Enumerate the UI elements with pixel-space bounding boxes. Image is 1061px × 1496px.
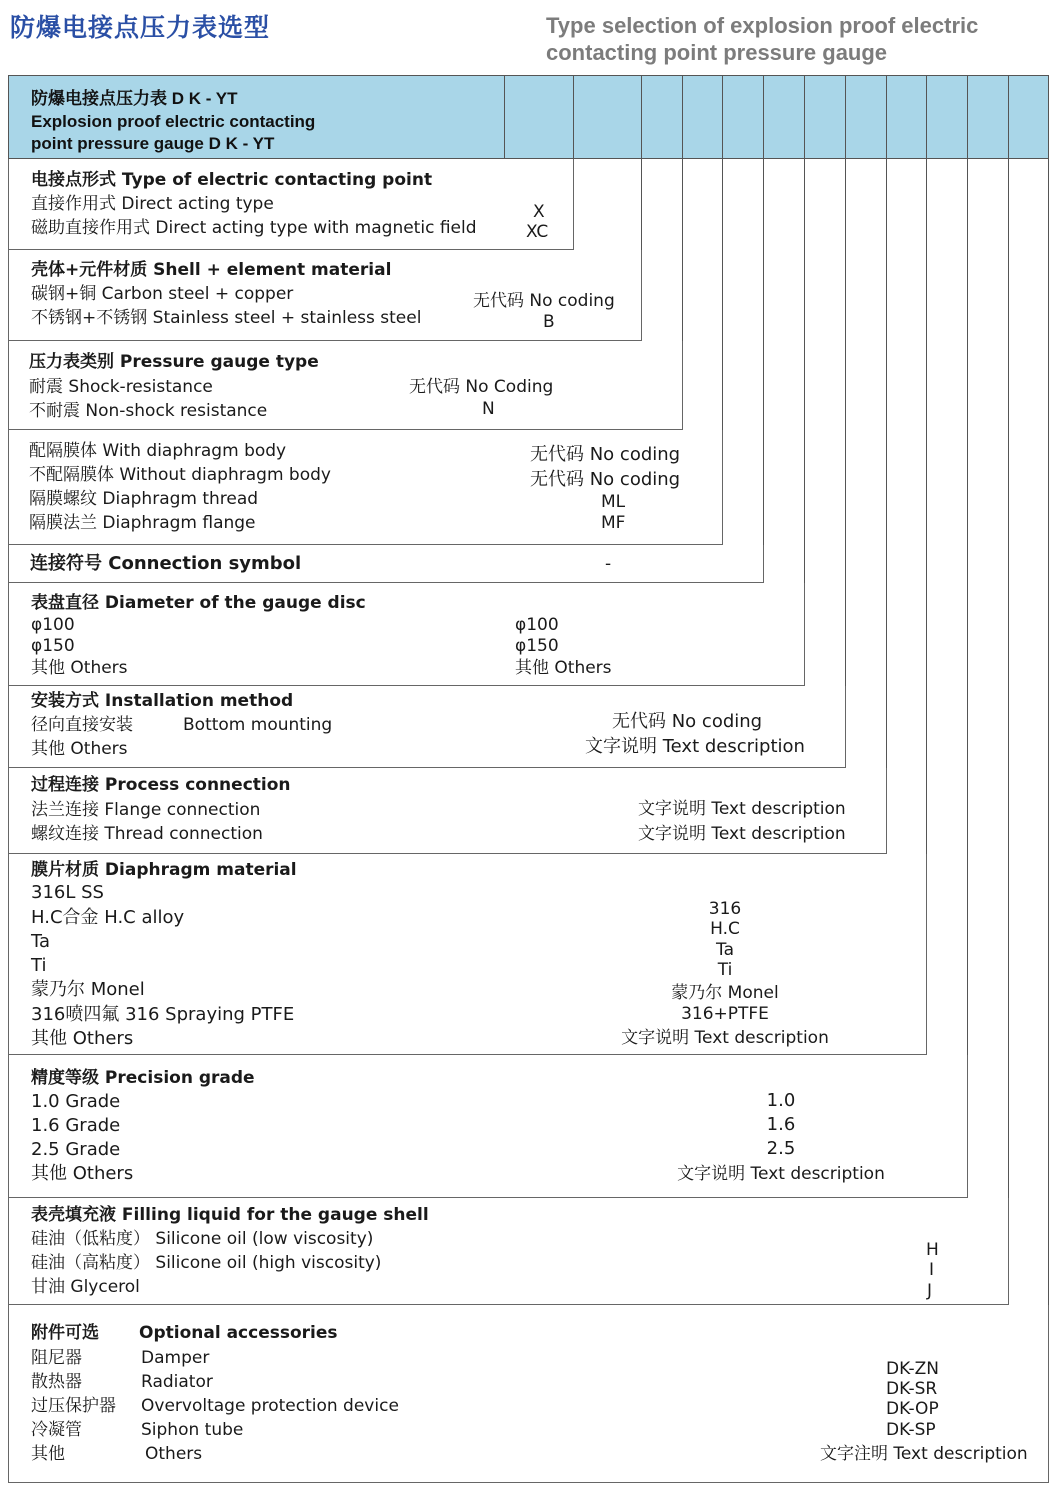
section-filling-liquid [8,1198,1009,1305]
option-code: XC [526,222,549,242]
section-diaphragm-material [8,854,927,1055]
option-row: 硅油（低粘度） Silicone oil (low viscosity) [31,1229,374,1249]
option-code: X [533,202,545,222]
section-title: 连接符号 Connection symbol [30,553,302,574]
option-row: 1.6 Grade [31,1115,121,1136]
option-row: 2.5 Grade [31,1139,121,1160]
option-row: 径向直接安装 [31,715,133,735]
option-row: φ100 [31,615,75,635]
option-row-en: Radiator [141,1372,213,1392]
option-code: 文字说明 Text description [638,824,846,844]
section-title-en: Optional accessories [139,1323,338,1343]
header-line-1: 防爆电接点压力表 D K - YT [31,89,238,108]
section-title: 壳体+元件材质 Shell + element material [31,260,392,280]
option-code: 文字注明 Text description [820,1444,1028,1464]
section-title: 电接点形式 Type of electric contacting point [31,170,433,190]
section-title: 过程连接 Process connection [31,775,291,795]
section-connection-symbol [8,545,764,583]
option-code: 文字说明 Text description [677,1164,885,1184]
option-row: 配隔膜体 With diaphragm body [29,441,287,461]
option-code: J [927,1281,933,1301]
option-code: DK-ZN [886,1359,939,1379]
title-en-line1: Type selection of explosion proof electric [546,13,979,38]
option-code: ML [601,492,626,512]
option-row-english: Bottom mounting [183,715,333,735]
option-row: 其他 Others [31,739,128,759]
option-code: DK-SP [886,1420,936,1440]
option-code: 1.0 [766,1090,796,1111]
option-code: Ta [716,940,734,960]
option-row: 316喷四氟 316 Spraying PTFE [31,1004,295,1025]
option-code: Ti [717,960,733,980]
option-row: 直接作用式 Direct acting type [31,194,274,214]
section-title: 安装方式 Installation method [31,691,294,711]
option-row: 隔膜螺纹 Diaphragm thread [29,489,259,509]
option-code: φ100 [515,615,559,635]
option-row: 1.0 Grade [31,1091,121,1112]
option-row: 不配隔膜体 Without diaphragm body [29,465,331,485]
option-row: 不锈钢+不锈钢 Stainless steel + stainless steel [31,308,422,328]
option-code: B [543,312,555,332]
section-material [8,250,642,341]
option-code: N [482,399,495,419]
option-code: 文字说明 Text description [638,799,846,819]
page-title-english [546,12,1051,66]
option-row: 其他 Others [31,658,128,678]
option-code: 无代码 No coding [612,711,763,732]
option-row: Ti [31,955,47,976]
code-column-divider [845,75,846,768]
option-code: 其他 Others [515,658,612,678]
option-row: 硅油（高粘度） Silicone oil (high viscosity) [31,1253,382,1273]
section-precision-grade [8,1055,968,1198]
section-installation-method [8,686,846,768]
section-disc-diameter [8,583,805,686]
model-header [8,75,1049,159]
option-code: 蒙乃尔 Monel [671,983,779,1003]
option-code: 文字说明 Text description [621,1028,829,1048]
option-row-cn: 过压保护器 [31,1396,116,1416]
option-code: MF [601,513,626,533]
option-code: DK-OP [886,1399,939,1419]
option-row: 耐震 Shock-resistance [29,377,213,397]
option-code: 无代码 No coding [530,469,681,490]
option-row: φ150 [31,636,75,656]
option-code: φ150 [515,636,559,656]
option-row-cn: 散热器 [31,1372,82,1392]
section-title: 膜片材质 Diaphragm material [31,860,297,880]
option-code: 1.6 [766,1114,796,1135]
section-optional-accessories [8,1305,1049,1483]
option-row-en: Siphon tube [141,1420,244,1440]
section-title: 精度等级 Precision grade [31,1068,255,1088]
option-row: 甘油 Glycerol [31,1277,140,1297]
option-row: 碳钢+铜 Carbon steel + copper [31,284,294,304]
option-code: 316 [708,899,742,919]
section-gauge-type [8,341,683,430]
code-column-divider [1048,75,1049,1483]
option-row-en: Damper [141,1348,210,1368]
header-line-3: point pressure gauge D K - YT [31,134,275,153]
option-row: Ta [31,931,51,952]
option-row-en: Others [145,1444,203,1464]
section-diaphragm-body [8,430,723,545]
option-row: 其他 Others [31,1163,134,1184]
title-en-line2: contacting point pressure gauge [546,40,888,65]
option-row: 法兰连接 Flange connection [31,800,261,820]
section-title-cn: 附件可选 [31,1323,99,1343]
section-title: 压力表类别 Pressure gauge type [29,352,319,372]
option-row: 其他 Others [31,1028,134,1049]
page-title: 防爆电接点压力表选型 [10,13,271,42]
option-row-cn: 阻尼器 [31,1348,82,1368]
option-code: I [929,1260,935,1280]
option-code: DK-SR [886,1379,938,1399]
section-title: 表壳填充液 Filling liquid for the gauge shell [31,1205,429,1225]
option-row-cn: 其他 [31,1444,65,1464]
code-column-divider [763,75,764,584]
option-code: 316+PTFE [681,1004,769,1024]
option-code: - [605,554,612,574]
option-code: 2.5 [766,1138,796,1159]
option-row: 蒙乃尔 Monel [31,979,145,1000]
section-contact-type [8,159,574,250]
code-column-divider [1008,75,1009,1304]
option-row: 磁助直接作用式 Direct acting type with magnetic field [31,218,477,238]
option-code: 无代码 No coding [473,291,615,311]
option-row: H.C合金 H.C alloy [31,907,185,928]
section-process-connection [8,768,887,854]
option-row: 隔膜法兰 Diaphragm flange [29,513,256,533]
option-code: H.C [710,919,740,939]
code-column-divider [886,75,887,854]
option-code: H [926,1240,939,1260]
option-row: 不耐震 Non-shock resistance [29,401,268,421]
option-code: 无代码 No Coding [409,377,554,397]
option-row: 316L SS [31,882,104,903]
option-row: 螺纹连接 Thread connection [31,824,263,844]
header-line-2: Explosion proof electric contacting [31,111,316,131]
section-title: 表盘直径 Diameter of the gauge disc [31,593,366,613]
option-code: 文字说明 Text description [585,736,805,757]
option-row-en: Overvoltage protection device [141,1396,399,1416]
code-column-divider [967,75,968,1197]
code-column-divider [504,75,505,159]
option-code: 无代码 No coding [530,444,681,465]
option-row-cn: 冷凝管 [31,1420,82,1440]
